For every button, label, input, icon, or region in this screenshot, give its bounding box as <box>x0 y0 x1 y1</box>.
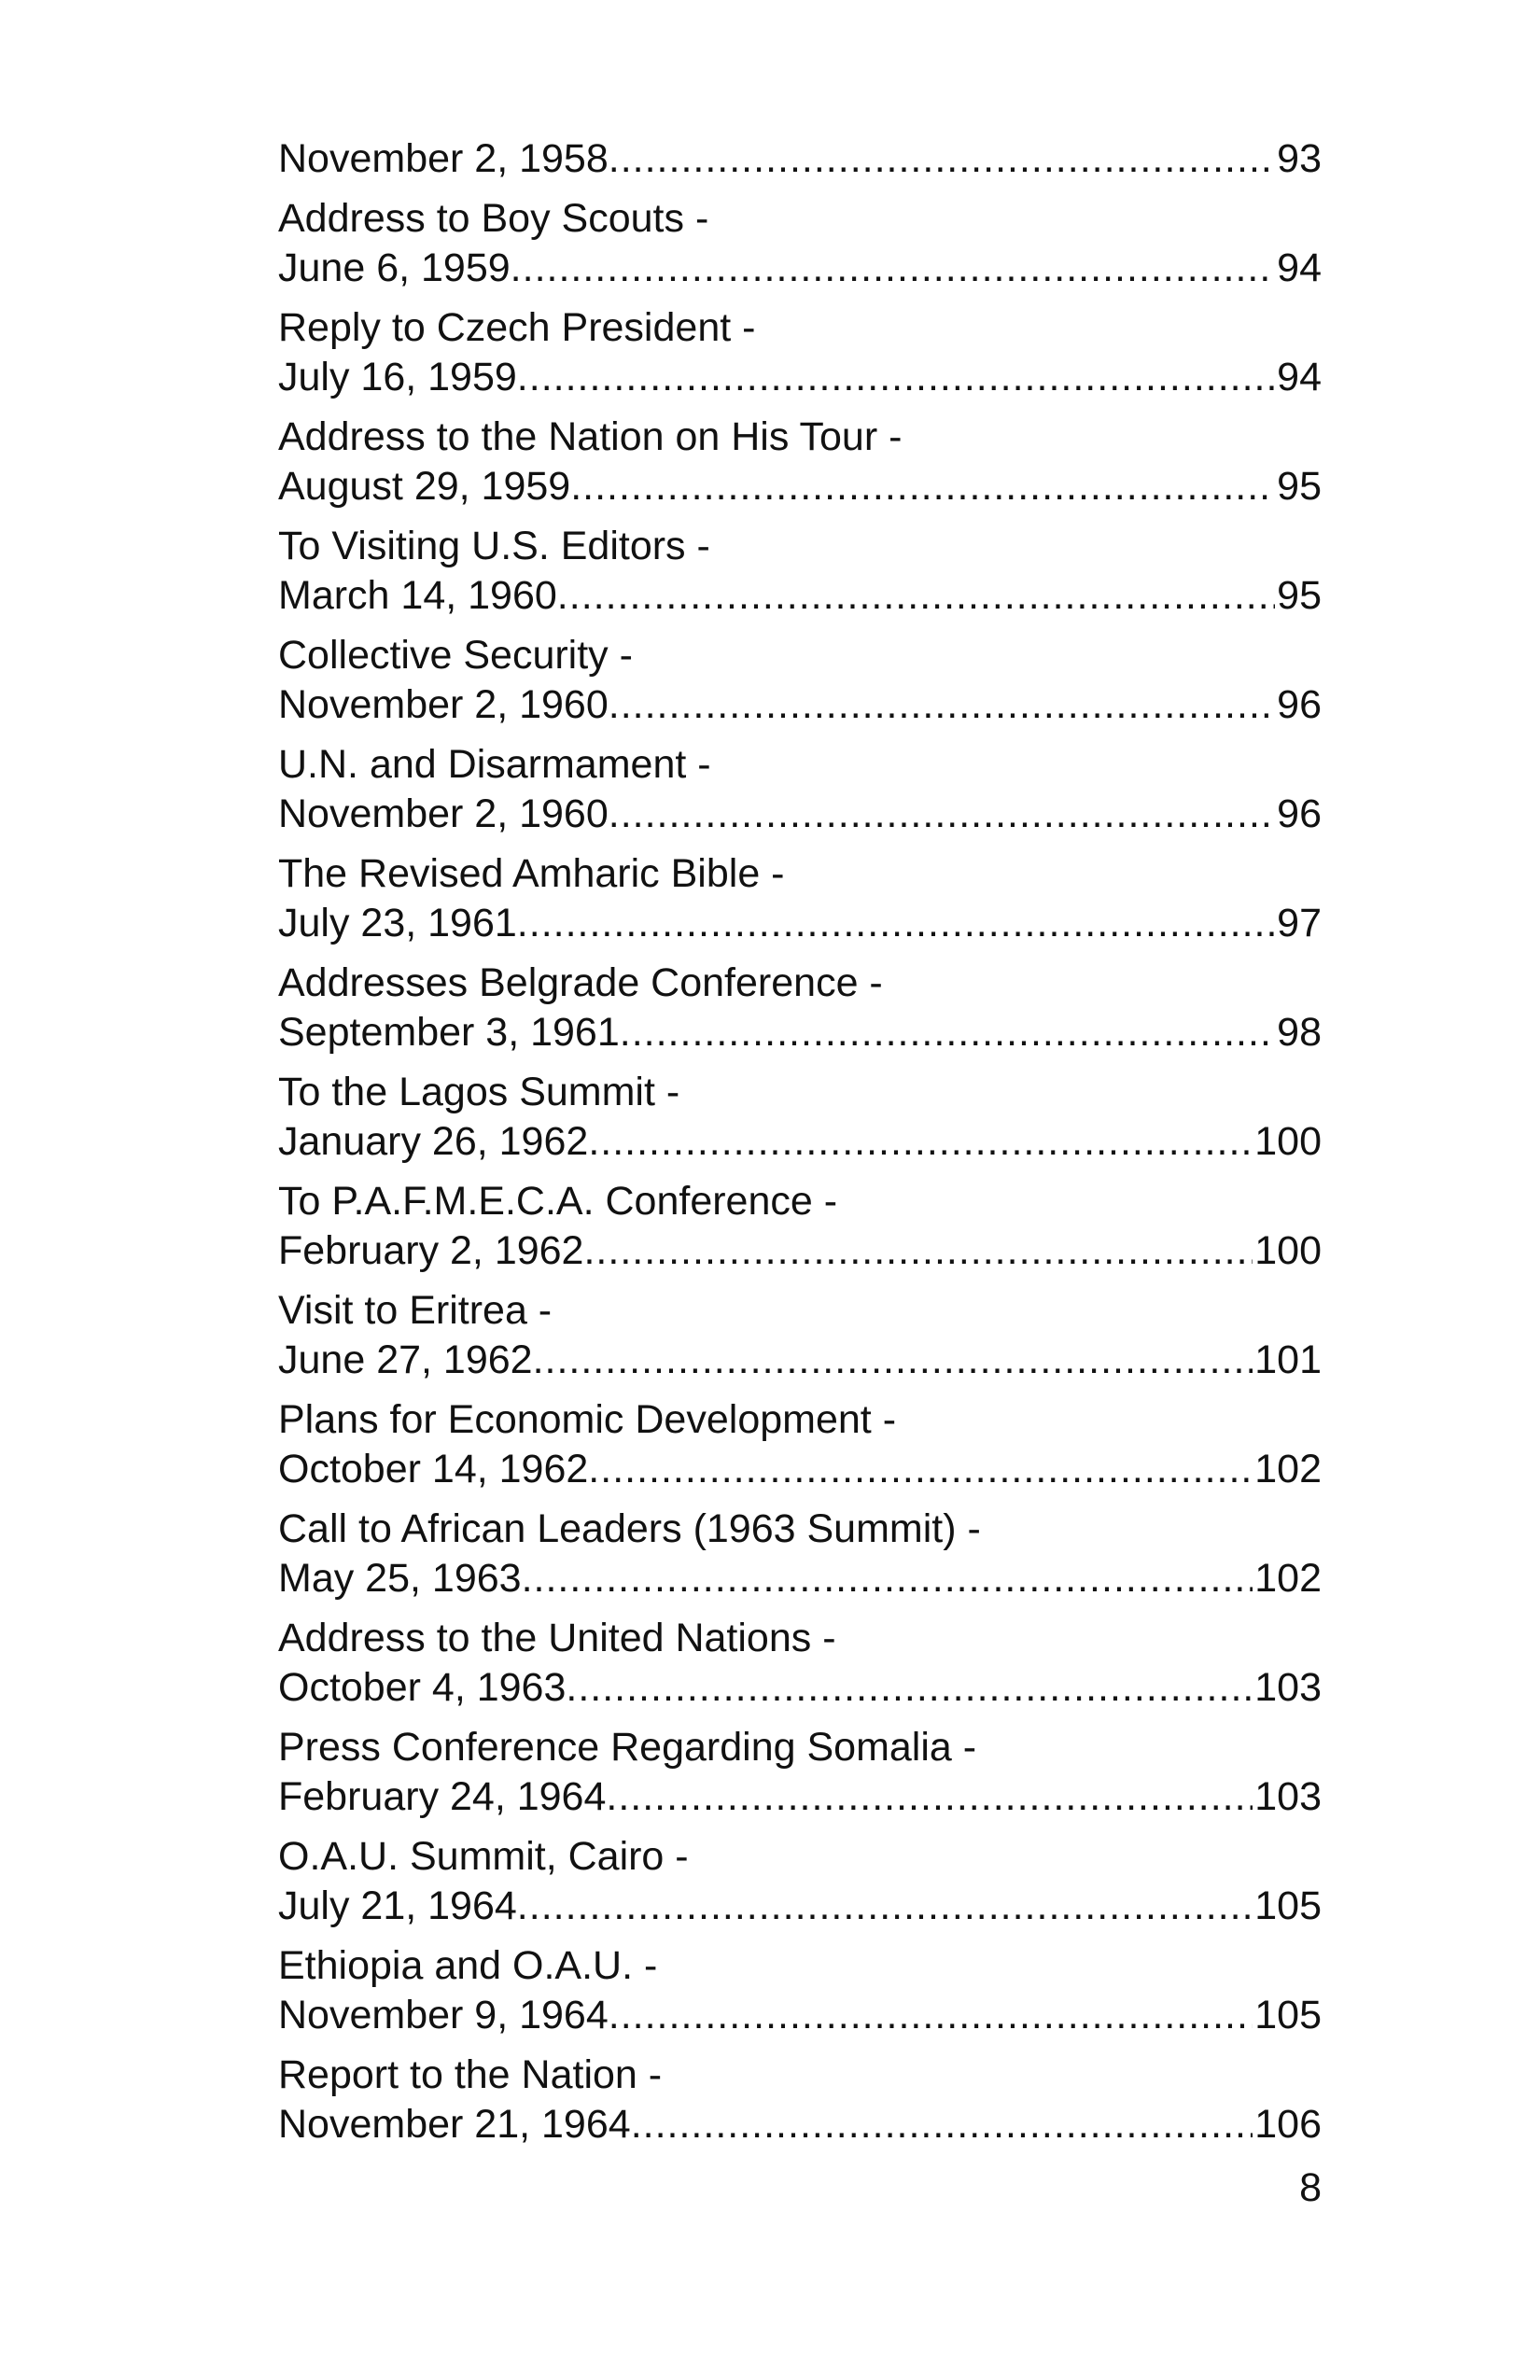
toc-entry-date: August 29, 1959 <box>278 464 571 509</box>
toc-entry-title: Plans for Economic Development - <box>278 1397 897 1442</box>
toc-entry <box>278 959 1322 1057</box>
toc-entry-date: September 3, 1961 <box>278 1010 620 1055</box>
toc-entry-date: November 2, 1960 <box>278 682 609 727</box>
toc-entry-date: June 27, 1962 <box>278 1337 533 1382</box>
dot-leader <box>517 353 1275 402</box>
toc-entry <box>278 1395 1322 1494</box>
dot-leader <box>583 1226 1253 1276</box>
dot-leader <box>620 1008 1275 1057</box>
dot-leader <box>588 1117 1253 1167</box>
dot-leader <box>517 899 1275 948</box>
toc-entry <box>278 1832 1322 1931</box>
dot-leader <box>517 1882 1253 1931</box>
toc-date-row <box>278 790 1322 839</box>
dot-leader <box>609 680 1275 730</box>
toc-date-row <box>278 2100 1322 2149</box>
toc-entry-title: Press Conference Regarding Somalia - <box>278 1725 977 1770</box>
toc-entry-date: February 24, 1964 <box>278 1774 607 1819</box>
toc-entry <box>278 631 1322 730</box>
toc-entry-date: July 23, 1961 <box>278 901 517 945</box>
toc-entry-title: To the Lagos Summit - <box>278 1070 680 1114</box>
table-of-contents <box>278 134 1322 2160</box>
toc-entry-title: Address to the United Nations - <box>278 1616 836 1660</box>
toc-entry-date: February 2, 1962 <box>278 1228 584 1273</box>
toc-date-row <box>278 899 1322 948</box>
toc-entry-page: 105 <box>1254 1883 1322 1928</box>
toc-date-row <box>278 1117 1322 1167</box>
toc-entry-title: Collective Security - <box>278 633 633 678</box>
toc-date-row <box>278 571 1322 621</box>
toc-entry <box>278 1723 1322 1822</box>
toc-entry-title: To P.A.F.M.E.C.A. Conference - <box>278 1179 838 1224</box>
toc-entry-date: January 26, 1962 <box>278 1119 589 1164</box>
toc-date-row <box>278 1772 1322 1822</box>
toc-entry-page: 102 <box>1254 1556 1322 1601</box>
toc-entry-page: 106 <box>1254 2102 1322 2147</box>
toc-entry <box>278 134 1322 184</box>
toc-date-row <box>278 244 1322 293</box>
dot-leader <box>570 462 1275 511</box>
toc-date-row <box>278 1336 1322 1385</box>
toc-entry-page: 95 <box>1277 573 1322 618</box>
dot-leader <box>522 1554 1253 1603</box>
toc-entry-page: 100 <box>1254 1119 1322 1164</box>
toc-date-row <box>278 680 1322 730</box>
toc-entry <box>278 1614 1322 1713</box>
toc-entry-page: 98 <box>1277 1010 1322 1055</box>
toc-entry-page: 97 <box>1277 901 1322 945</box>
toc-entry <box>278 413 1322 511</box>
toc-entry-date: November 9, 1964 <box>278 1993 609 2037</box>
toc-entry <box>278 1505 1322 1603</box>
toc-date-row <box>278 1882 1322 1931</box>
toc-entry-title: The Revised Amharic Bible - <box>278 851 785 896</box>
toc-entry-title: Address to the Nation on His Tour - <box>278 414 903 459</box>
toc-entry-title: O.A.U. Summit, Cairo - <box>278 1834 689 1879</box>
toc-entry <box>278 2051 1322 2149</box>
toc-entry <box>278 740 1322 839</box>
toc-entry-date: November 2, 1960 <box>278 791 609 836</box>
toc-date-row <box>278 1226 1322 1276</box>
toc-entry-title: Ethiopia and O.A.U. - <box>278 1943 658 1988</box>
toc-entry-date: July 16, 1959 <box>278 355 517 399</box>
toc-entry-title: Visit to Eritrea - <box>278 1288 553 1333</box>
toc-entry <box>278 1286 1322 1385</box>
toc-entry <box>278 849 1322 948</box>
dot-leader <box>606 1772 1253 1822</box>
dot-leader <box>609 134 1275 184</box>
toc-date-row <box>278 353 1322 402</box>
toc-entry-title: To Visiting U.S. Editors - <box>278 524 710 568</box>
toc-entry-page: 94 <box>1277 355 1322 399</box>
toc-entry-title: Addresses Belgrade Conference - <box>278 960 883 1005</box>
toc-entry <box>278 303 1322 402</box>
dot-leader <box>533 1336 1253 1385</box>
toc-entry-title: Call to African Leaders (1963 Summit) - <box>278 1506 981 1551</box>
toc-entry-page: 103 <box>1254 1774 1322 1819</box>
toc-entry-page: 96 <box>1277 791 1322 836</box>
toc-entry-page: 96 <box>1277 682 1322 727</box>
toc-entry <box>278 1941 1322 2040</box>
toc-entry-date: November 21, 1964 <box>278 2102 631 2147</box>
toc-entry-title: U.N. and Disarmament - <box>278 742 711 787</box>
dot-leader <box>631 2100 1253 2149</box>
toc-entry-title: Report to the Nation - <box>278 2052 663 2097</box>
dot-leader <box>566 1663 1253 1713</box>
toc-entry-page: 95 <box>1277 464 1322 509</box>
toc-date-row <box>278 1991 1322 2040</box>
toc-entry-page: 103 <box>1254 1665 1322 1710</box>
toc-entry-title: Reply to Czech President - <box>278 305 756 350</box>
toc-entry-date: May 25, 1963 <box>278 1556 522 1601</box>
toc-entry <box>278 194 1322 293</box>
toc-entry-page: 101 <box>1254 1337 1322 1382</box>
toc-date-row <box>278 1445 1322 1494</box>
toc-entry-date: July 21, 1964 <box>278 1883 517 1928</box>
toc-entry-date: October 4, 1963 <box>278 1665 567 1710</box>
dot-leader <box>588 1445 1253 1494</box>
toc-entry-date: November 2, 1958 <box>278 136 609 181</box>
toc-date-row <box>278 1554 1322 1603</box>
toc-entry-date: October 14, 1962 <box>278 1447 589 1491</box>
toc-entry-page: 94 <box>1277 245 1322 290</box>
toc-date-row <box>278 462 1322 511</box>
dot-leader <box>557 571 1275 621</box>
toc-entry <box>278 1177 1322 1276</box>
toc-entry-page: 105 <box>1254 1993 1322 2037</box>
dot-leader <box>609 790 1275 839</box>
toc-entry-date: March 14, 1960 <box>278 573 557 618</box>
toc-date-row <box>278 1008 1322 1057</box>
toc-entry-page: 102 <box>1254 1447 1322 1491</box>
page-number: 8 <box>1299 2165 1322 2210</box>
toc-entry <box>278 1068 1322 1167</box>
toc-entry-title: Address to Boy Scouts - <box>278 196 709 241</box>
toc-date-row <box>278 1663 1322 1713</box>
toc-entry-date: June 6, 1959 <box>278 245 511 290</box>
toc-entry-page: 93 <box>1277 136 1322 181</box>
toc-date-row <box>278 134 1322 184</box>
toc-entry-page: 100 <box>1254 1228 1322 1273</box>
dot-leader <box>609 1991 1253 2040</box>
toc-entry <box>278 522 1322 621</box>
dot-leader <box>511 244 1275 293</box>
